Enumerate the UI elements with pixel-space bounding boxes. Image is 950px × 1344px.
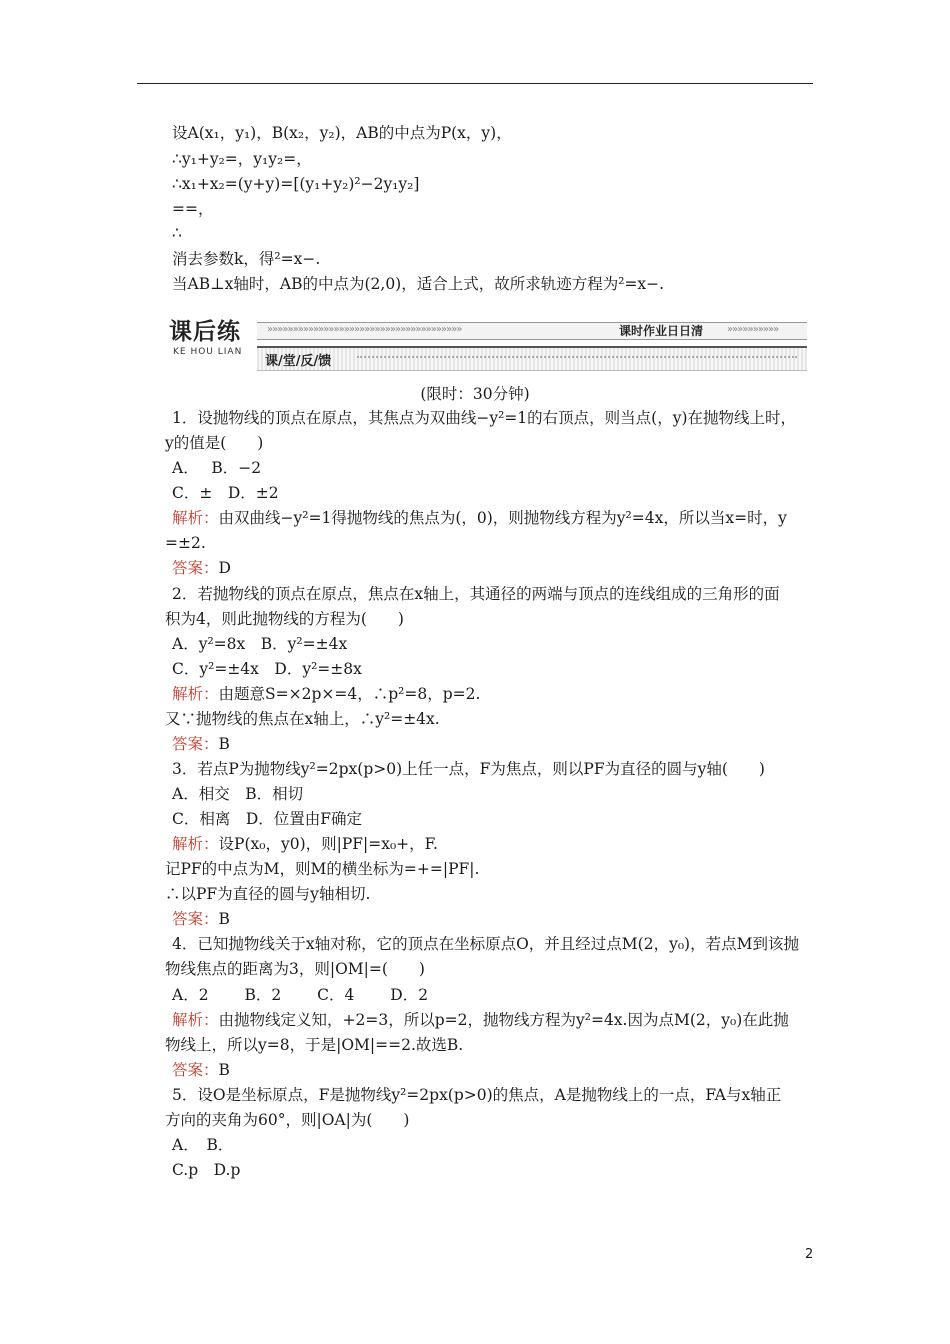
q1-stem-line-1: 1．设抛物线的顶点在原点，其焦点为双曲线−y²=1的右顶点，则当点(，y)在抛物线上时， (172, 409, 797, 427)
q1-analysis-line-1 (172, 507, 787, 529)
q2-analysis-line-1 (172, 683, 480, 705)
intro-line-6: 消去参数k，得²=x−. (172, 250, 321, 268)
page-number: 2 (805, 1247, 814, 1262)
banner-subtitle: KE HOU LIAN (173, 347, 243, 357)
intro-line-4: ==， (172, 200, 214, 218)
q1-analysis-line-2: =±2. (165, 534, 206, 552)
banner-right-label: 课时作业日日清 (619, 324, 704, 338)
banner-title: 课后练 (169, 319, 241, 345)
q3-answer (172, 908, 230, 930)
q1-stem-line-2: y的值是( ) (165, 434, 264, 452)
intro-line-2: ∴y₁+y₂=，y₁y₂=， (172, 150, 312, 168)
q2-answer (172, 733, 230, 755)
q3-analysis-line-1 (172, 833, 438, 855)
section-banner (165, 313, 807, 373)
q5-options-cd: C.p D.p (172, 1161, 241, 1179)
q2-analysis-text: 由题意S=×2p×=4，∴p²=8，p=2. (218, 685, 481, 703)
q5-options-ab: A． B． (172, 1136, 234, 1154)
analysis-label: 解析： (172, 509, 219, 527)
q4-analysis-line-1 (172, 1009, 789, 1031)
q3-analysis-line-3: ∴以PF为直径的圆与y轴相切. (165, 885, 371, 903)
intro-line-7: 当AB⊥x轴时，AB的中点为(2,0)，适合上式，故所求轨迹方程为²=x−. (172, 275, 665, 293)
intro-line-3: ∴x₁+x₂=(y+y)=[(y₁+y₂)²−2y₁y₂] (172, 175, 420, 193)
banner-tab-bar (257, 346, 807, 371)
q1-analysis-text: 由双曲线−y²=1得抛物线的焦点为(，0)，则抛物线方程为y²=4x，所以当x=时，y (218, 509, 787, 527)
q1-answer (172, 557, 231, 579)
q5-stem-line-1: 5．设O是坐标原点，F是抛物线y²=2px(p>0)的焦点，A是抛物线上的一点，FA与x轴正 (172, 1086, 782, 1104)
intro-line-5: ∴ (172, 224, 182, 242)
q2-stem-line-1: 2．若抛物线的顶点在原点，焦点在x轴上，其通径的两端与顶点的连线组成的三角形的面 (172, 585, 780, 603)
q2-options-cd: C．y²=±4x D．y²=±8x (172, 660, 362, 678)
q3-analysis-line-2: 记PF的中点为M，则M的横坐标为=+=|PF|. (165, 860, 480, 878)
header-rule (137, 83, 813, 84)
answer-label: 答案： (172, 735, 219, 753)
q1-answer-value: D (218, 559, 231, 577)
q2-analysis-line-2: 又∵抛物线的焦点在x轴上，∴y²=±4x. (165, 710, 440, 728)
q3-stem-line-1: 3．若点P为抛物线y²=2px(p>0)上任一点，F为焦点，则以PF为直径的圆与y轴( ) (172, 760, 765, 778)
banner-dots (357, 356, 797, 358)
q4-answer-value: B (218, 1061, 230, 1079)
q3-options-cd: C．相离 D．位置由F确定 (172, 810, 363, 828)
answer-label: 答案： (172, 1061, 219, 1079)
q4-stem-line-2: 物线焦点的距离为3，则|OM|=( ) (165, 960, 425, 978)
q4-analysis-text: 由抛物线定义知，+2=3，所以p=2，抛物线方程为y²=4x.因为点M(2，y₀)在此抛 (218, 1011, 789, 1029)
banner-top-bar (257, 322, 807, 340)
q1-options-ab: A． B．−2 (172, 459, 262, 477)
q2-options-ab: A．y²=8x B．y²=±4x (172, 635, 348, 653)
q4-analysis-line-2: 物线上，所以y=8，于是|OM|==2.故选B. (165, 1036, 464, 1054)
answer-label: 答案： (172, 910, 219, 928)
q4-answer (172, 1059, 230, 1081)
q2-answer-value: B (218, 735, 230, 753)
q3-options-ab: A．相交 B．相切 (172, 785, 304, 803)
banner-tab-label: 课/堂/反/馈 (265, 354, 332, 369)
analysis-label: 解析： (172, 835, 219, 853)
q2-stem-line-2: 积为4，则此抛物线的方程为( ) (165, 610, 404, 628)
answer-label: 答案： (172, 559, 219, 577)
banner-chevrons-left: »»»»»»»»»»»»»»»»»»»»»»»»»»»»»»»»»»»»»» (267, 324, 462, 335)
q3-answer-value: B (218, 910, 230, 928)
analysis-label: 解析： (172, 685, 219, 703)
q3-analysis-text: 设P(x₀，y0)，则|PF|=x₀+，F. (218, 835, 438, 853)
q1-options-cd: C．± D．±2 (172, 484, 279, 502)
q5-stem-line-2: 方向的夹角为60°，则|OA|为( ) (165, 1111, 410, 1129)
banner-chevrons-right: »»»»»»»»»» (727, 324, 779, 335)
analysis-label: 解析： (172, 1011, 219, 1029)
time-limit: (限时：30分钟) (420, 385, 530, 403)
q4-stem-line-1: 4．已知抛物线关于x轴对称，它的顶点在坐标原点O，并且经过点M(2，y₀)，若点M到该抛 (172, 935, 799, 953)
q4-options: A．2 B．2 C．4 D．2 (172, 986, 429, 1004)
intro-line-1: 设A(x₁，y₁)，B(x₂，y₂)，AB的中点为P(x，y)， (172, 124, 512, 142)
